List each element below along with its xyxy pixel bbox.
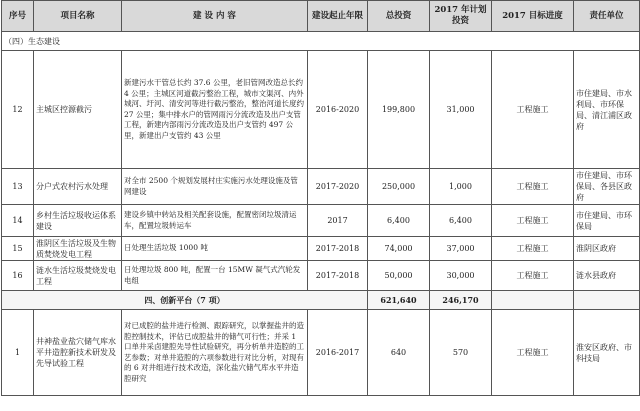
platform-unit-empty: [574, 291, 640, 310]
row-total: 640: [368, 310, 430, 396]
table-row: [2, 205, 640, 237]
row-total: 199,800: [368, 51, 430, 169]
header-period: 建设起止年限: [308, 1, 368, 32]
platform-target-empty: [492, 291, 574, 310]
row-total: 50,000: [368, 261, 430, 291]
row-unit: 淮安区政府、市科技局: [574, 310, 640, 396]
table-header-row: [2, 1, 640, 32]
row-target: 工程施工: [492, 237, 574, 261]
header-unit: 责任单位: [574, 1, 640, 32]
row-content: 新建污水干管总长约 37.6 公里，老旧管网改造总长约 4 公里；主城区河道截污整治工程，城市文渠河、内外城河、圩河、清安河等进行截污整治，整治河道长度约 27 公里；集中排水户的管网雨污分流改造及出户支管工程，新建内部雨污分流改造及出户支管约 497 公里，新建出户支管约 43 公里: [122, 51, 308, 169]
header-total: 总投资: [368, 1, 430, 32]
row-plan2017: 30,000: [430, 261, 492, 291]
project-table: [1, 0, 640, 396]
row-unit: 市住建局、市环保局: [574, 205, 640, 237]
header-plan2017: 2017 年计划投资: [430, 1, 492, 32]
platform-title: 四、创新平台（7 项）: [2, 291, 368, 310]
row-content: 对已成腔的盐井进行检测、跟踪研究，以掌握盐井的造腔控制技术，评估已成腔盐井的储气可行性；并采 1 口单井采卤建腔先导性试验研究，再分析单井造腔的工艺参数；对单井造腔的六项参数进行对比分析，对现有的 6 对井组进行技术改造，深化盐穴储气库水平井造腔研究: [122, 310, 308, 396]
row-period: 2017-2018: [308, 261, 368, 291]
row-no: 16: [2, 261, 34, 291]
row-period: 2017: [308, 205, 368, 237]
table-row: [2, 261, 640, 291]
row-name: 淮阴区生活垃圾及生物质焚烧发电工程: [34, 237, 122, 261]
header-target2017: 2017 目标进度: [492, 1, 574, 32]
header-content: 建 设 内 容: [122, 1, 308, 32]
row-target: 工程施工: [492, 51, 574, 169]
table-row: [2, 310, 640, 396]
row-no: 13: [2, 169, 34, 205]
row-no: 14: [2, 205, 34, 237]
row-plan2017: 570: [430, 310, 492, 396]
row-plan2017: 1,000: [430, 169, 492, 205]
row-no: 15: [2, 237, 34, 261]
row-name: 井神盐业盐穴储气库水平井造腔新技术研发及先导试验工程: [34, 310, 122, 396]
platform-plan2017: 246,170: [430, 291, 492, 310]
row-period: 2016-2017: [308, 310, 368, 396]
row-period: 2017-2018: [308, 237, 368, 261]
row-period: 2016-2020: [308, 51, 368, 169]
section-heading-row: [2, 32, 640, 51]
row-content: 日处理生活垃圾 1000 吨: [122, 237, 308, 261]
row-plan2017: 31,000: [430, 51, 492, 169]
table-row: [2, 237, 640, 261]
row-plan2017: 37,000: [430, 237, 492, 261]
row-total: 250,000: [368, 169, 430, 205]
section-heading: （四）生态建设: [2, 32, 640, 51]
row-name: 乡村生活垃圾收运体系建设: [34, 205, 122, 237]
row-unit: 淮阴区政府: [574, 237, 640, 261]
row-name: 涟水生活垃圾焚烧发电工程: [34, 261, 122, 291]
row-unit: 市住建局、市水利局、市环保局、清江浦区政府: [574, 51, 640, 169]
table-row: [2, 51, 640, 169]
row-no: 12: [2, 51, 34, 169]
subtotal-row: [2, 291, 640, 310]
row-name: 分户式农村污水处理: [34, 169, 122, 205]
row-content: 日处理垃圾 800 吨，配置一台 15MW 凝气式汽轮发电组: [122, 261, 308, 291]
row-target: 工程施工: [492, 205, 574, 237]
row-total: 74,000: [368, 237, 430, 261]
row-unit: 涟水县政府: [574, 261, 640, 291]
row-name: 主城区控源截污: [34, 51, 122, 169]
row-content: 建设乡镇中转站及相关配套设施，配置密闭垃圾清运车，配置垃圾转运车: [122, 205, 308, 237]
table-row: [2, 169, 640, 205]
row-period: 2017-2020: [308, 169, 368, 205]
row-target: 工程施工: [492, 310, 574, 396]
header-no: 序号: [2, 1, 34, 32]
row-no: 1: [2, 310, 34, 396]
row-target: 工程施工: [492, 261, 574, 291]
header-name: 项目名称: [34, 1, 122, 32]
row-plan2017: 6,400: [430, 205, 492, 237]
row-unit: 市住建局、市环保局、各县区政府: [574, 169, 640, 205]
row-total: 6,400: [368, 205, 430, 237]
row-target: 工程施工: [492, 169, 574, 205]
row-content: 对全市 2500 个规划发展村庄实施污水处理设施及管网建设: [122, 169, 308, 205]
platform-total: 621,640: [368, 291, 430, 310]
